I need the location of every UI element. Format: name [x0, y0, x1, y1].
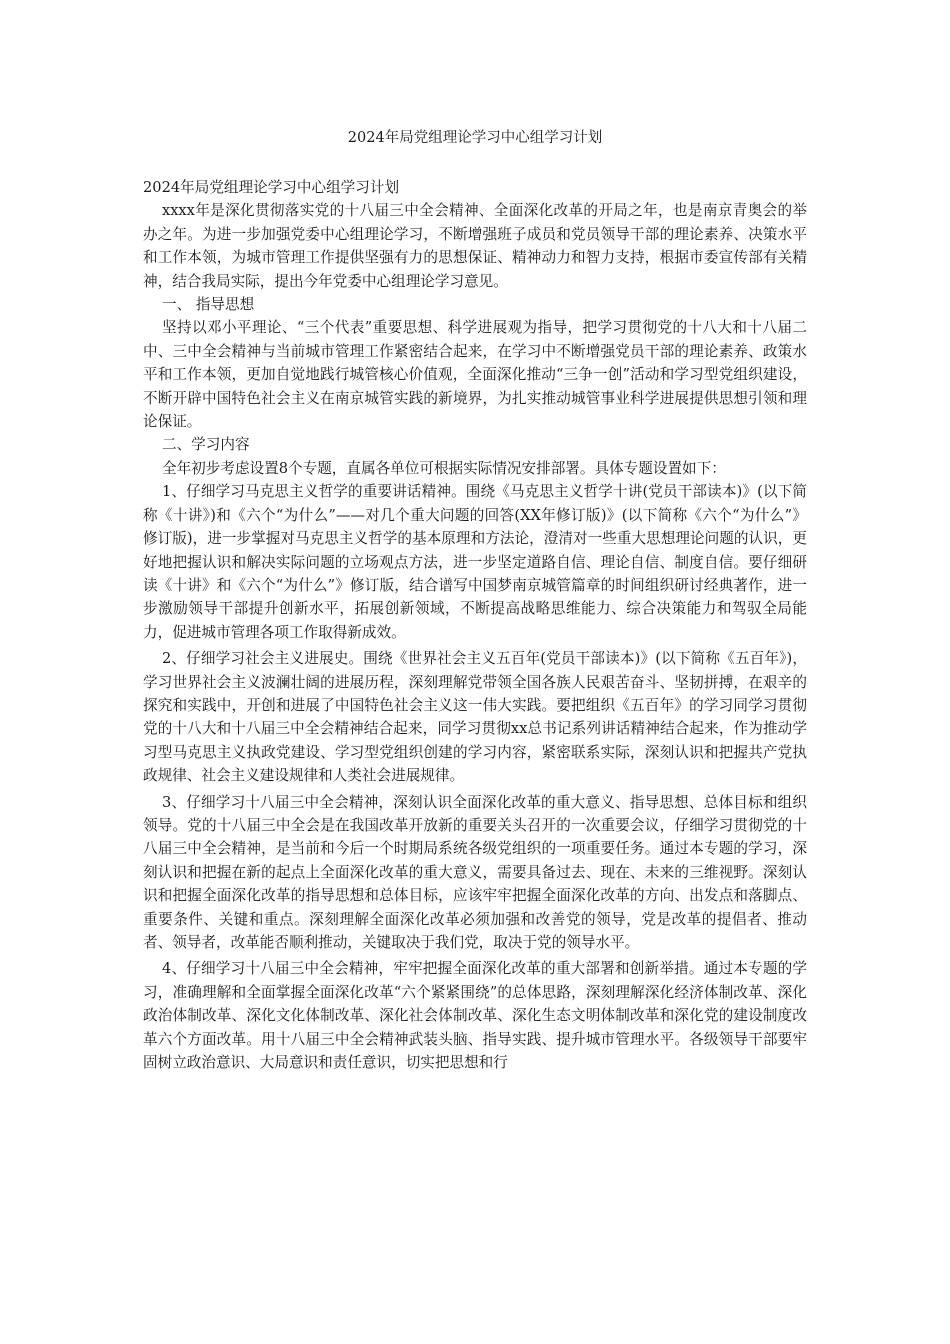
paragraph-topic-1: 1、仔细学习马克思主义哲学的重要讲话精神。围绕《马克思主义哲学十讲(党员干部读本)》(以下简称《十讲》)和《六个“为什么”——对几个重大问题的回答(XX年修订版)》(以下简称《六个“为什么”》修订版)，进一步掌握对马克思主义哲学的基本原理和方法论，澄清对一些重大思想理论问题的认识，更好地把握认识和解决实际问题的立场观点方法，进一步坚定道路自信、理论自信、制度自信。要仔细研读《十讲》和《六个“为什么”》修订版，结合谱写中国梦南京城管篇章的时间组织研讨经典著作，进一步激励领导干部提升创新水平，拓展创新领域，不断提高战略思维能力、综合决策能力和驾驭全局能力，促进城市管理各项工作取得新成效。 [143, 483, 807, 641]
paragraph-study-overview: 全年初步考虑设置8个专题，直属各单位可根据实际情况安排部署。具体专题设置如下： [161, 459, 726, 477]
paragraph-topic-3: 3、仔细学习十八届三中全会精神，深刻认识全面深化改革的重大意义、指导思想、总体目标和组织领导。党的十八届三中全会是在我国改革开放新的重要关头召开的一次重要会议，仔细学习贯彻党的十八届三中全会精神，是当前和今后一个时期局系统各级党组织的一项重要任务。通过本专题的学习，深刻认识和把握在新的起点上全面深化改革的重大意义，需要具备过去、现在、未来的三维视野。深刻认识和把握全面深化改革的指导思想和总体目标，应该牢牢把握全面深化改革的方向、出发点和落脚点、重要条件、关键和重点。深刻理解全面深化改革必须加强和改善党的领导，党是改革的提倡者、推动者、领导者，改革能否顺利推动，关键取决于我们党，取决于党的领导水平。 [143, 793, 807, 951]
paragraph-topic-4: 4、仔细学习十八届三中全会精神，牢牢把握全面深化改革的重大部署和创新举措。通过本专题的学习，准确理解和全面掌握全面深化改革“六个紧紧围绕”的总体思路，深刻理解深化经济体制改革、深化政治体制改革、深化文化体制改革、深化社会体制改革、深化生态文明体制改革和深化党的建设制度改革六个方面改革。用十八届三中全会精神武装头脑、指导实践、提升城市管理水平。各级领导干部要牢固树立政治意识、大局意识和责任意识，切实把思想和行 [143, 960, 807, 1072]
paragraph-guiding-thought: 坚持以邓小平理论、“三个代表”重要思想、科学进展观为指导，把学习贯彻党的十八大和十八届二中、三中全会精神与当前城市管理工作紧密结合起来，在学习中不断增强党员干部的理论素养、政策水平和工作本领，更加自觉地践行城管核心价值观，全面深化推动“三争一创”活动和学习型党组织建设，不断开辟中国特色社会主义在南京城管实践的新境界，为扎实推动城管事业科学进展提供思想引领和理论保证。 [143, 319, 807, 431]
document-body [143, 176, 807, 1074]
body-heading: 2024年局党组理论学习中心组学习计划 [143, 179, 400, 196]
paragraph-topic-2: 2、仔细学习社会主义进展史。围绕《世界社会主义五百年(党员干部读本)》(以下简称《五百年》)，学习世界社会主义波澜壮阔的进展历程，深刻理解党带领全国各族人民艰苦奋斗、坚韧拼搏，在艰辛的探究和实践中，开创和进展了中国特色社会主义这一伟大实践。要把组织《五百年》的学习同学习贯彻党的十八大和十八届三中全会精神结合起来，同学习贯彻xx总书记系列讲话精神结合起来，作为推动学习型马克思主义执政党建设、学习型党组织创建的学习内容，紧密联系实际，深刻认识和把握共产党执政规律、社会主义建设规律和人类社会进展规律。 [143, 650, 807, 785]
paragraph-intro: xxxx年是深化贯彻落实党的十八届三中全会精神、全面深化改革的开局之年，也是南京青奥会的举办之年。为进一步加强党委中心组理论学习，不断增强班子成员和党员领导干部的理论素养、决策水平和工作本领，为城市管理工作提供坚强有力的思想保证、精神动力和智力支持，根据市委宣传部有关精神，结合我局实际，提出今年党委中心组理论学习意见。 [143, 202, 807, 290]
document-title: 2024年局党组理论学习中心组学习计划 [347, 130, 603, 146]
section-heading-study-content: 二、学习内容 [161, 436, 250, 454]
section-heading-guiding-thought: 一、 指导思想 [161, 296, 255, 314]
